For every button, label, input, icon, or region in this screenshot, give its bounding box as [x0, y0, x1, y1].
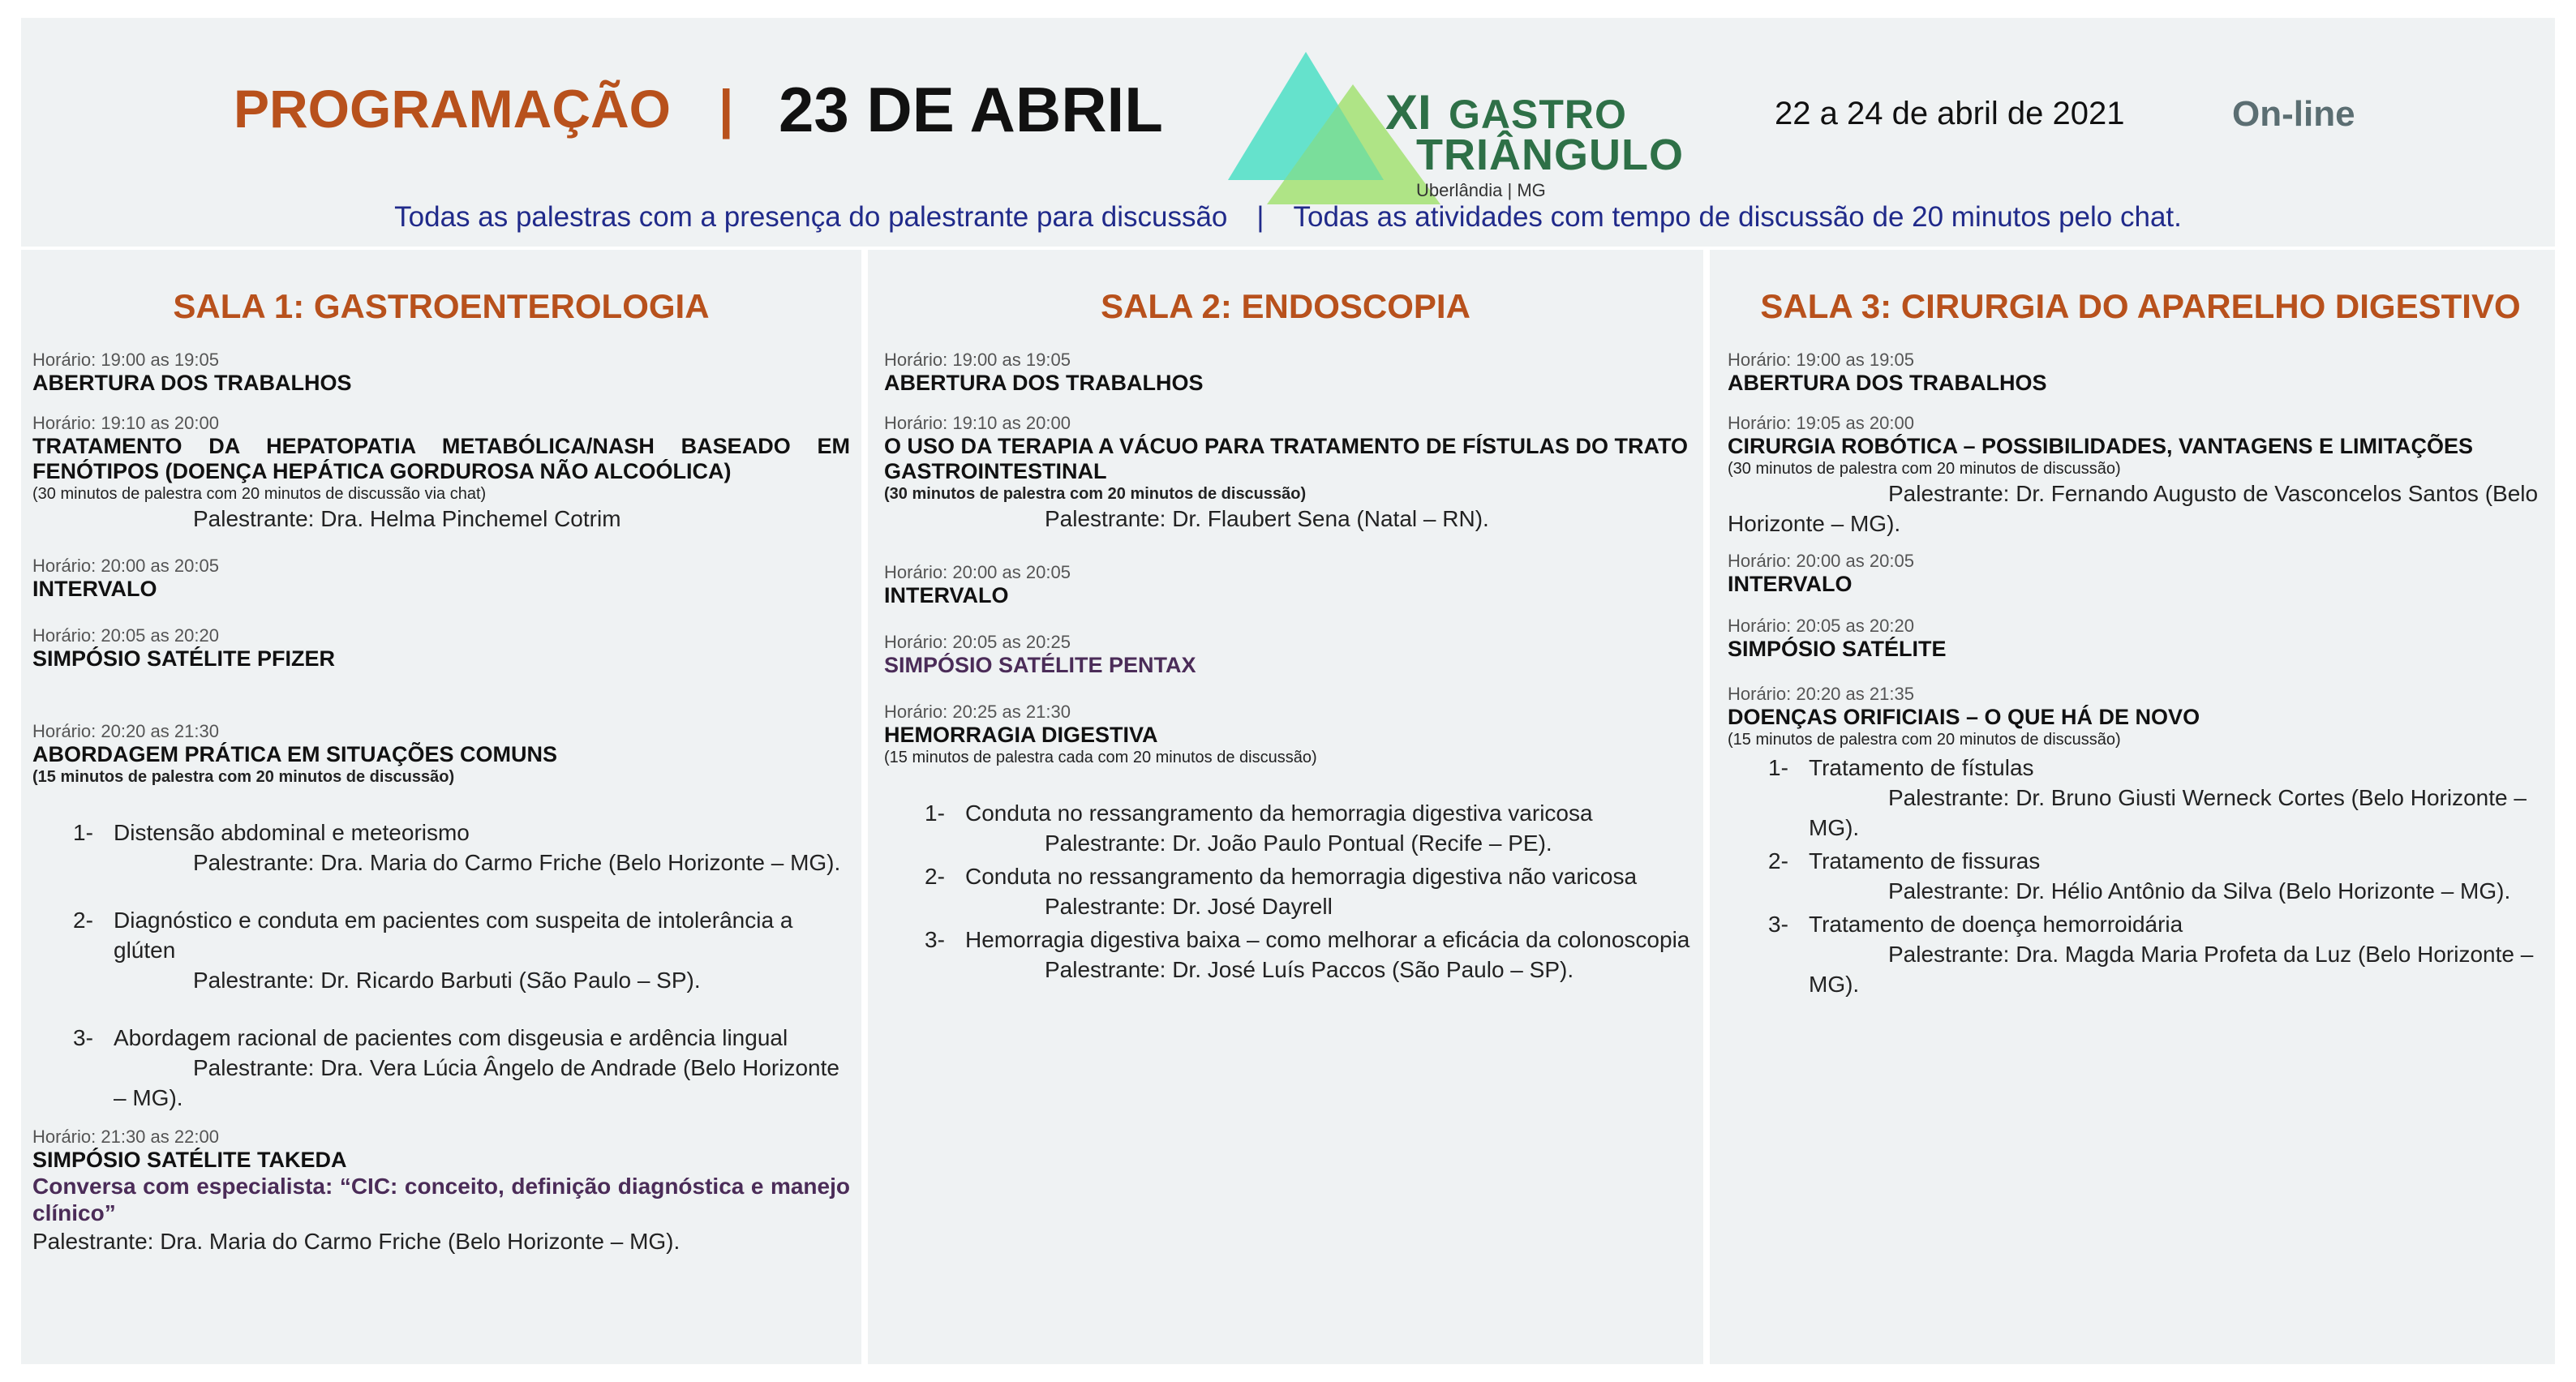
event-date-range: 22 a 24 de abril de 2021: [1775, 96, 2125, 131]
speaker: Palestrante: Dr. Hélio Antônio da Silva (Belo Horizonte – MG).: [1888, 878, 2511, 903]
session-block: [884, 412, 1690, 534]
event-logo: [1225, 42, 1684, 212]
room-3-column: [1710, 250, 2555, 1364]
session-block: [1728, 550, 2540, 597]
speaker: Palestrante: Dra. Helma Pinchemel Cotrim: [193, 506, 621, 531]
subtitle-right: Todas as atividades com tempo de discussão de 20 minutos pelo chat.: [1293, 201, 2182, 233]
session-title: ABERTURA DOS TRABALHOS: [1728, 371, 2047, 395]
session-block: [884, 349, 1690, 396]
speaker: Palestrante: Dra. Magda Maria Profeta da Luz (Belo Horizonte – MG).: [1809, 942, 2534, 997]
item-topic: Tratamento de fístulas: [1809, 755, 2034, 780]
header-subtitle: [21, 201, 2555, 234]
list-item: [884, 798, 1690, 858]
session-time: Horário: 20:05 as 20:25: [884, 632, 1071, 652]
room-2-title: SALA 2: ENDOSCOPIA: [1101, 287, 1470, 325]
event-mode: On-line: [2232, 94, 2355, 134]
list-item: [1728, 753, 2540, 843]
session-note: (15 minutos de palestra com 20 minutos de discussão): [32, 768, 455, 786]
session-note: (30 minutos de palestra com 20 minutos de discussão): [1728, 460, 2121, 478]
session-time: Horário: 20:20 as 21:35: [1728, 684, 1914, 704]
session-block: [1728, 683, 2540, 999]
session-time: Horário: 19:00 as 19:05: [1728, 350, 1914, 370]
list-item: [32, 905, 850, 995]
speaker: Palestrante: Dr. Fernando Augusto de Vasconcelos Santos (Belo Horizonte – MG).: [1728, 481, 2539, 536]
subtitle-left: Todas as palestras com a presença do palestrante para discussão: [394, 201, 1228, 233]
session-time: Horário: 19:00 as 19:05: [884, 350, 1071, 370]
session-title: DOENÇAS ORIFICIAIS – O QUE HÁ DE NOVO: [1728, 705, 2200, 729]
session-time: Horário: 19:10 as 20:00: [32, 413, 219, 433]
logo-xi: XI: [1385, 85, 1432, 139]
logo-gastro: GASTRO: [1449, 92, 1627, 137]
item-number: 1-: [73, 820, 93, 845]
session-note: (15 minutos de palestra com 20 minutos de discussão): [1728, 731, 2121, 749]
session-note: (15 minutos de palestra cada com 20 minutos de discussão): [884, 749, 1317, 766]
session-title: INTERVALO: [1728, 572, 1853, 596]
session-time: Horário: 20:05 as 20:20: [32, 625, 219, 646]
program-page: [21, 18, 2555, 1364]
room-1-title: SALA 1: GASTROENTEROLOGIA: [173, 287, 710, 325]
item-number: 3-: [73, 1025, 93, 1050]
session-block: [884, 631, 1690, 678]
item-topic: Diagnóstico e conduta em pacientes com suspeita de intolerância a glúten: [114, 908, 793, 963]
session-title: CIRURGIA ROBÓTICA – POSSIBILIDADES, VANTAGENS E LIMITAÇÕES: [1728, 434, 2474, 458]
session-block: [32, 349, 850, 396]
day-heading: 23 DE ABRIL: [779, 74, 1163, 145]
item-topic: Tratamento de fissuras: [1809, 848, 2041, 873]
item-topic: Abordagem racional de pacientes com disgeusia e ardência lingual: [114, 1025, 788, 1050]
session-title: HEMORRAGIA DIGESTIVA: [884, 723, 1158, 747]
speaker: Palestrante: Dra. Maria do Carmo Friche (Belo Horizonte – MG).: [193, 850, 841, 875]
session-time: Horário: 20:05 as 20:20: [1728, 616, 1914, 636]
session-time: Horário: 20:25 as 21:30: [884, 702, 1071, 722]
session-block: [32, 624, 850, 672]
session-block: [1728, 412, 2540, 539]
session-time: Horário: 20:00 as 20:05: [32, 556, 219, 576]
session-block: [32, 412, 850, 534]
session-title: TRATAMENTO DA HEPATOPATIA METABÓLICA/NASH BASEADO EM FENÓTIPOS (DOENÇA HEPÁTICA GORDUROSA NÃO ALCOÓLICA): [32, 434, 850, 483]
list-item: [1728, 846, 2540, 906]
session-block: [884, 701, 1690, 985]
session-block: [884, 561, 1690, 608]
item-number: 2-: [73, 908, 93, 933]
session-title: SIMPÓSIO SATÉLITE PENTAX: [884, 653, 1196, 677]
session-block: [32, 555, 850, 602]
session-title: ABORDAGEM PRÁTICA EM SITUAÇÕES COMUNS: [32, 742, 558, 766]
session-time: Horário: 19:00 as 19:05: [32, 350, 219, 370]
programacao-heading: PROGRAMAÇÃO: [234, 79, 671, 139]
speaker: Palestrante: Dr. José Dayrell: [1045, 894, 1333, 919]
session-title: O USO DA TERAPIA A VÁCUO PARA TRATAMENTO DE FÍSTULAS DO TRATO GASTROINTESTINAL: [884, 434, 1688, 483]
list-item: [884, 925, 1690, 985]
session-time: Horário: 19:05 as 20:00: [1728, 413, 1914, 433]
list-item: [1728, 909, 2540, 999]
item-number: 1-: [925, 800, 945, 826]
session-note: (30 minutos de palestra com 20 minutos de discussão via chat): [32, 485, 487, 503]
session-title: SIMPÓSIO SATÉLITE PFIZER: [32, 646, 336, 671]
room-2-column: [868, 250, 1703, 1364]
session-title: SIMPÓSIO SATÉLITE: [1728, 637, 1947, 661]
item-number: 2-: [1768, 848, 1788, 873]
item-topic: Tratamento de doença hemorroidária: [1809, 912, 2183, 937]
item-topic: Conduta no ressangramento da hemorragia digestiva varicosa: [965, 800, 1593, 826]
session-title: ABERTURA DOS TRABALHOS: [32, 371, 352, 395]
item-number: 1-: [1768, 755, 1788, 780]
session-conversation: Conversa com especialista: “CIC: conceito, definição diagnóstica e manejo clínico”: [32, 1174, 850, 1225]
item-topic: Hemorragia digestiva baixa – como melhorar a eficácia da colonoscopia: [965, 927, 1690, 952]
speaker: Palestrante: Dr. Flaubert Sena (Natal – RN).: [1045, 506, 1489, 531]
item-number: 2-: [925, 864, 945, 889]
speaker: Palestrante: Dr. Ricardo Barbuti (São Paulo – SP).: [193, 968, 701, 993]
logo-triangulo: TRIÂNGULO: [1416, 131, 1684, 179]
item-number: 3-: [1768, 912, 1788, 937]
list-item: [884, 861, 1690, 921]
session-time: Horário: 21:30 as 22:00: [32, 1127, 219, 1147]
subtitle-separator: |: [1256, 201, 1264, 233]
item-topic: Distensão abdominal e meteorismo: [114, 820, 470, 845]
speaker: Palestrante: Dra. Vera Lúcia Ângelo de Andrade (Belo Horizonte – MG).: [114, 1055, 839, 1110]
speaker: Palestrante: Dr. Bruno Giusti Werneck Cortes (Belo Horizonte – MG).: [1809, 785, 2527, 840]
session-title: INTERVALO: [884, 583, 1009, 607]
session-time: Horário: 19:10 as 20:00: [884, 413, 1071, 433]
session-time: Horário: 20:00 as 20:05: [1728, 551, 1914, 571]
list-item: [32, 1023, 850, 1113]
logo-city: Uberlândia | MG: [1416, 180, 1546, 200]
speaker: Palestrante: Dr. José Luís Paccos (São Paulo – SP).: [1045, 957, 1574, 982]
session-title: SIMPÓSIO SATÉLITE TAKEDA: [32, 1148, 347, 1172]
session-title: INTERVALO: [32, 577, 157, 601]
session-block: [32, 1126, 850, 1256]
speaker: Palestrante: Dra. Maria do Carmo Friche (Belo Horizonte – MG).: [32, 1229, 680, 1254]
header-banner: [21, 18, 2555, 247]
session-block: [32, 720, 850, 1113]
session-note: (30 minutos de palestra com 20 minutos de discussão): [884, 485, 1307, 503]
room-3-title: SALA 3: CIRURGIA DO APARELHO DIGESTIVO: [1760, 287, 2521, 325]
session-block: [1728, 349, 2540, 396]
list-item: [32, 818, 850, 878]
item-topic: Conduta no ressangramento da hemorragia digestiva não varicosa: [965, 864, 1638, 889]
session-time: Horário: 20:20 as 21:30: [32, 721, 219, 741]
header-separator: |: [719, 79, 734, 139]
session-title: ABERTURA DOS TRABALHOS: [884, 371, 1204, 395]
session-block: [1728, 615, 2540, 662]
session-time: Horário: 20:00 as 20:05: [884, 562, 1071, 582]
speaker: Palestrante: Dr. João Paulo Pontual (Recife – PE).: [1045, 830, 1552, 856]
room-1-column: [21, 250, 861, 1364]
item-number: 3-: [925, 927, 945, 952]
